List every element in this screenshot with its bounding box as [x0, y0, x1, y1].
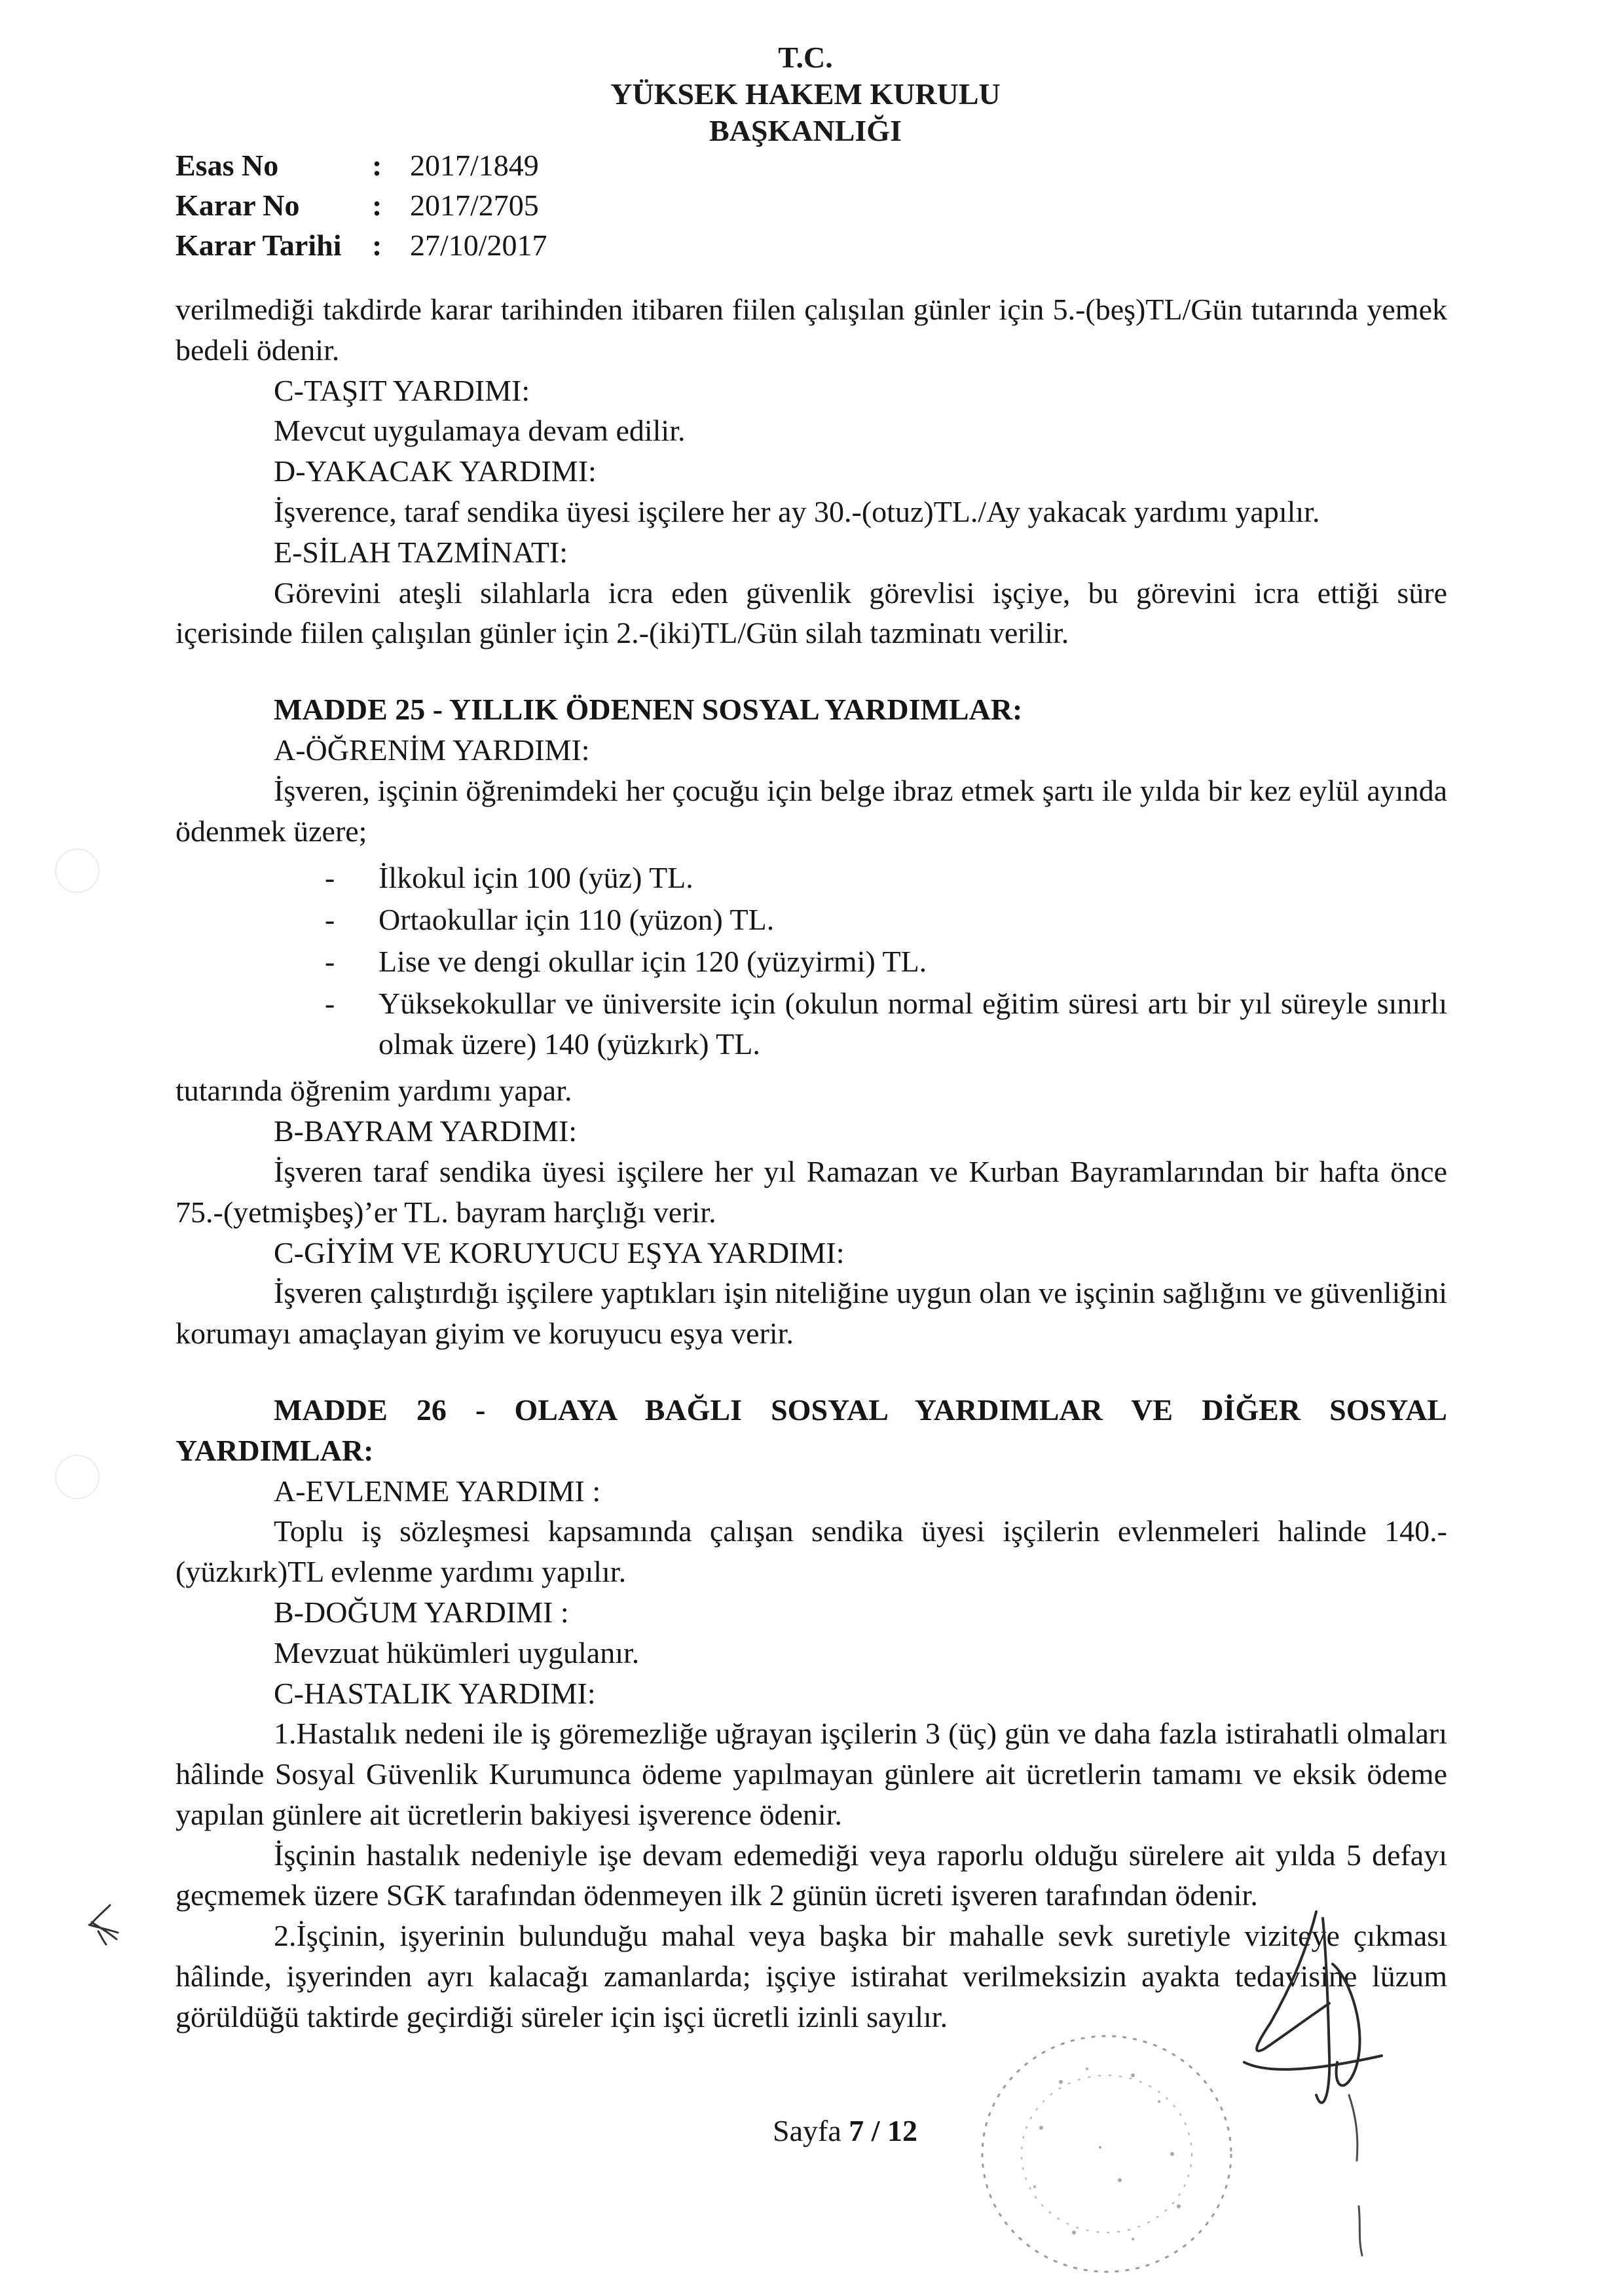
karar-label: Karar No [175, 189, 300, 222]
section-title-giyim: C-GİYİM VE KORUYUCU EŞYA YARDIMI: [274, 1235, 845, 1269]
paragraph-hastalik-3: 2.İşçinin, işyerinin bulunduğu mahal veya başka bir mahalle sevk suretiyle viziteye çıkması hâlinde, işyerinden ayrı kalacağı zamanlarda; işçiye istirahat verilmeksizin ayakta tedavisine lüzum görüldüğü taktirde geçirdiği süreler için işçi ücretli izinli sayılır. [175, 1919, 1447, 2033]
paragraph-giyim: İşveren çalıştırdığı işçilere yaptıkları işin niteliğine uygun olan ve işçinin sağlığını ve güvenliğini korumayı amaçlayan giyim ve koruyucu eşya verir. [175, 1276, 1447, 1351]
header-line-kurul: YÜKSEK HAKEM KURULU [610, 77, 1001, 111]
heading-madde-25: MADDE 25 - YILLIK ÖDENEN SOSYAL YARDIMLAR: [274, 693, 1023, 727]
margin-initial-mark [84, 1903, 123, 1948]
dash-marker: - [325, 903, 335, 937]
page-footer [773, 2113, 917, 2148]
list-item: - Lise ve dengi okullar için 120 (yüzyirmi) TL. [175, 941, 1447, 982]
meta-colon: : [372, 189, 382, 222]
karar-value: 2017/2705 [410, 189, 539, 222]
paragraph-yakacak: İşverence, taraf sendika üyesi işçilere her ay 30.-(otuz)TL./Ay yakacak yardımı yapılır. [274, 494, 1320, 528]
punch-hole-bottom [55, 1455, 100, 1499]
tarih-label: Karar Tarihi [175, 228, 342, 262]
esas-label: Esas No [175, 149, 279, 182]
meta-row-esas [175, 145, 547, 185]
header-line-baskanlik: BAŞKANLIĞI [709, 114, 902, 147]
section-title-tasit: C-TAŞIT YARDIMI: [274, 373, 530, 407]
section-title-dogum: B-DOĞUM YARDIMI : [274, 1595, 569, 1629]
meta-row-karar [175, 185, 547, 225]
list-item: - Ortaokullar için 110 (yüzon) TL. [175, 900, 1447, 940]
tarih-value: 27/10/2017 [410, 228, 547, 262]
meta-colon: : [372, 149, 382, 182]
section-title-hastalik: C-HASTALIK YARDIMI: [274, 1676, 596, 1710]
paragraph-bayram: İşveren taraf sendika üyesi işçilere her yıl Ramazan ve Kurban Bayramlarından bir hafta önce 75.-(yetmişbeş)’er TL. bayram harçlığı verir. [175, 1154, 1447, 1229]
section-title-bayram: B-BAYRAM YARDIMI: [274, 1114, 578, 1148]
page-current: 7 [849, 2114, 864, 2147]
section-title-yakacak: D-YAKACAK YARDIMI: [274, 454, 597, 488]
round-stamp-seal [963, 2023, 1264, 2285]
punch-hole-top [55, 848, 100, 893]
paragraph-tasit: Mevcut uygulamaya devam edilir. [274, 414, 686, 448]
paragraph-hastalik-2: İşçinin hastalık nedeniyle işe devam edemediği veya raporlu olduğu sürelere ait yılda 5 defayı geçmemek üzere SGK tarafından ödenmeyen ilk 2 günün ücreti işveren tarafından ödenir. [175, 1838, 1447, 1912]
section-title-silah: E-SİLAH TAZMİNATI: [274, 535, 568, 569]
dash-marker: - [325, 944, 335, 978]
esas-value: 2017/1849 [410, 149, 539, 182]
paragraph-silah: Görevini ateşli silahlarla icra eden güvenlik görevlisi işçiye, bu görevini icra ettiği süre içerisinde fiilen çalışılan günler için 2.-(iki)TL/Gün silah tazminatı verilir. [175, 575, 1447, 650]
meta-row-tarih [175, 225, 547, 265]
heading-madde-26: MADDE 26 - OLAYA BAĞLI SOSYAL YARDIMLAR VE DİĞER SOSYAL YARDIMLAR: [175, 1393, 1447, 1467]
section-title-ogrenim: A-ÖĞRENİM YARDIMI: [274, 733, 590, 767]
meta-colon: : [372, 228, 382, 262]
dash-marker: - [325, 986, 335, 1020]
page-total: 12 [887, 2114, 918, 2147]
header-line-tc: T.C. [778, 41, 833, 74]
institution-header [557, 39, 1054, 149]
section-title-evlenme: A-EVLENME YARDIMI : [274, 1474, 601, 1508]
ogrenim-list [175, 858, 1447, 1064]
list-item: - İlkokul için 100 (yüz) TL. [175, 858, 1447, 898]
case-meta [175, 145, 547, 265]
paragraph-evlenme: Toplu iş sözleşmesi kapsamında çalışan sendika üyesi işçilerin evlenmeleri halinde 140.-(yüzkırk)TL evlenme yardımı yapılır. [175, 1514, 1447, 1589]
document-body [175, 289, 1447, 2037]
list-item: - Yüksekokullar ve üniversite için (okulun normal eğitim süresi artı bir yıl süreyle sınırlı olmak üzere) 140 (yüzkırk) TL. [175, 983, 1447, 1065]
page-separator: / [871, 2114, 880, 2147]
paragraph-dogum: Mevzuat hükümleri uygulanır. [274, 1635, 640, 1669]
paragraph-ogrenim: İşveren, işçinin öğrenimdeki her çocuğu için belge ibraz etmek şartı ile yılda bir kez eylül ayında ödenmek üzere; [175, 773, 1447, 848]
paragraph-yemek: verilmediği takdirde karar tarihinden itibaren fiilen çalışılan günler için 5.-(beş)TL/Gün tutarında yemek bedeli ödenir. [175, 293, 1447, 367]
dash-marker: - [325, 861, 335, 895]
page-label: Sayfa [773, 2114, 841, 2147]
paragraph-list-after: tutarında öğrenim yardımı yapar. [175, 1074, 572, 1108]
paragraph-hastalik-1: 1.Hastalık nedeni ile iş göremezliğe uğrayan işçilerin 3 (üç) gün ve daha fazla istirahatli olmaları hâlinde Sosyal Güvenlik Kurumunca ödeme yapılmayan günlere ait ücretlerin tamamı ve eksik ödeme yapılan günlere ait ücretlerin bakiyesi işverence ödenir. [175, 1717, 1447, 1831]
